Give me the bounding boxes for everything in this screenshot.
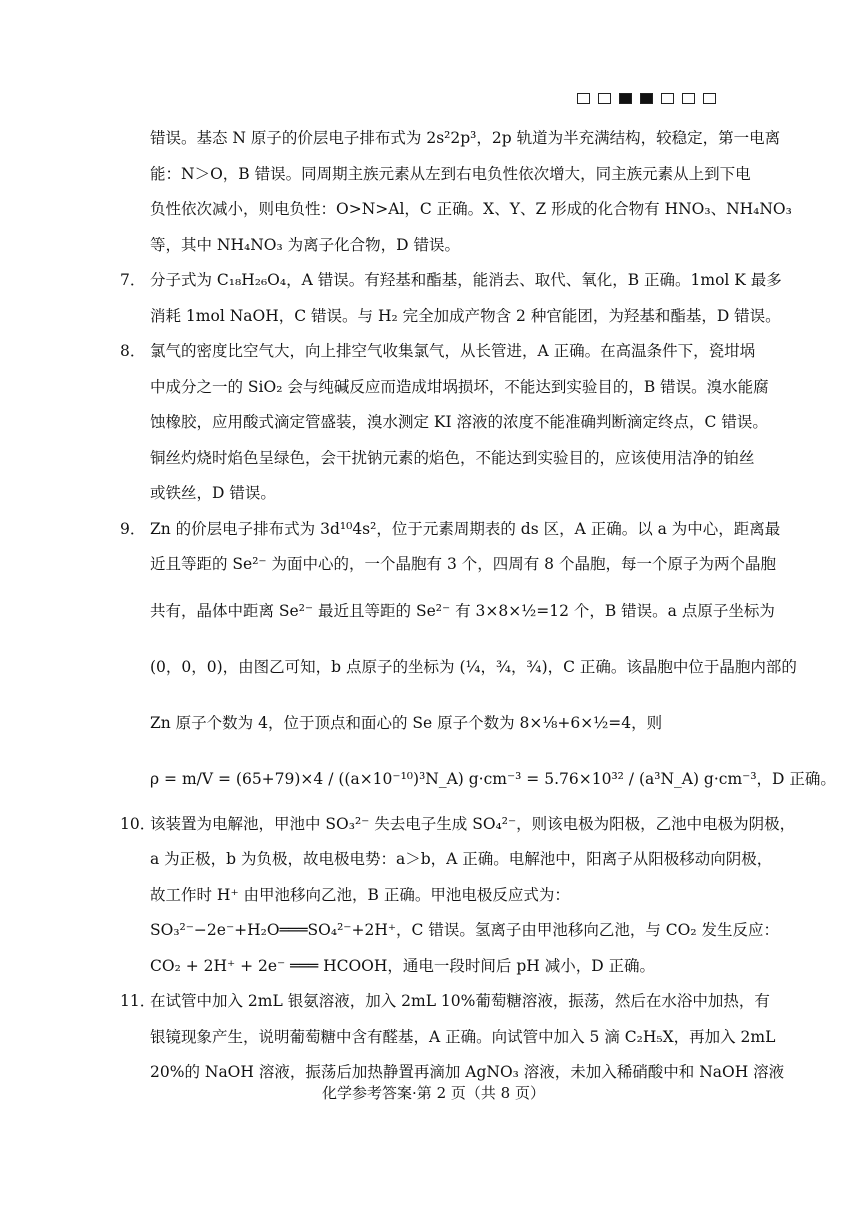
page-marker-boxes [577, 93, 716, 104]
item-number: 9． [120, 519, 146, 538]
text-line: 消耗 1mol NaOH，C 错误。与 H₂ 完全加成产物含 2 种官能团，为羟基和酯基，D 错误。 [150, 306, 781, 325]
answer-item [120, 512, 836, 807]
text-line: 氯气的密度比空气大，向上排空气收集氯气，从长管进，A 正确。在高温条件下，瓷坩埚 [150, 342, 756, 360]
item-number: 7． [120, 271, 146, 289]
text-line: 等，其中 NH₄NO₃ 为离子化合物，D 错误。 [150, 235, 460, 254]
item-number: 11． [120, 992, 156, 1010]
item-number: 10． [120, 814, 156, 833]
answer-item [120, 263, 782, 334]
text-line: 分子式为 C₁₈H₂₆O₄，A 错误。有羟基和酯基，能消去、取代、氧化，B 正确。1mol K 最多 [150, 271, 782, 289]
text-line: 20%的 NaOH 溶液，振荡后加热静置再滴加 AgNO₃ 溶液，未加入稀硝酸中和 NaOH 溶液 [150, 1063, 785, 1081]
text-line: 错误。基态 N 原子的价层电子排布式为 2s²2p³，2p 轨道为半充满结构，较稳定，第一电离 [150, 129, 781, 147]
answer-item [120, 334, 769, 512]
text-line: 蚀橡胶，应用酸式滴定管盛装，溴水测定 KI 溶液的浓度不能准确判断滴定终点，C 错误。 [150, 413, 768, 431]
text-line: 银镜现象产生，说明葡萄糖中含有醛基，A 正确。向试管中加入 5 滴 C₂H₅X，再加入 2mL [150, 1027, 776, 1046]
page-marker-box [577, 93, 590, 104]
text-line: 该装置为电解池，甲池中 SO₃²⁻ 失去电子生成 SO₄²⁻，则该电极为阳极，乙池中电极为阴极， [150, 814, 796, 833]
page-marker-box [703, 93, 716, 104]
text-line: a 为正极，b 为负极，故电极电势：a＞b，A 正确。电解池中，阳离子从阳极移动向阴极， [150, 850, 773, 868]
text-line: ρ = m/V = (65+79)×4 / ((a×10⁻¹⁰)³N_A) g·cm⁻³ = 5.76×10³² / (a³N_A) g·cm⁻³，D 正确。 [150, 769, 836, 788]
text-line: 负性依次减小，则电负性：O>N>Al，C 正确。X、Y、Z 形成的化合物有 HNO₃、NH₄NO₃ [150, 200, 792, 218]
continued-answer [120, 121, 792, 263]
page-marker-box [619, 93, 632, 104]
page-marker-box [640, 93, 653, 104]
text-line: 共有，晶体中距离 Se²⁻ 最近且等距的 Se²⁻ 有 3×8×½=12 个，B 错误。a 点原子坐标为 [150, 601, 775, 620]
text-line: 中成分之一的 SiO₂ 会与纯碱反应而造成坩埚损坏，不能达到实验目的，B 错误。溴水能腐 [150, 377, 769, 396]
text-line: Zn 原子个数为 4，位于顶点和面心的 Se 原子个数为 8×⅛+6×½=4，则 [150, 713, 663, 732]
text-line: Zn 的价层电子排布式为 3d¹⁰4s²，位于元素周期表的 ds 区，A 正确。以 a 为中心，距离最 [150, 519, 781, 538]
page-marker-box [682, 93, 695, 104]
text-line: 或铁丝，D 错误。 [150, 484, 276, 502]
text-line: SO₃²⁻−2e⁻+H₂O═══SO₄²⁻+2H⁺，C 错误。氢离子由甲池移向乙池，与 CO₂ 发生反应： [150, 921, 779, 939]
text-line: 铜丝灼烧时焰色呈绿色，会干扰钠元素的焰色，不能达到实验目的，应该使用洁净的铂丝 [150, 448, 755, 467]
page-marker-box [661, 93, 674, 104]
page-marker-box [598, 93, 611, 104]
text-line: CO₂ + 2H⁺ + 2e⁻ ═══ HCOOH，通电一段时间后 pH 减小，D 正确。 [150, 956, 656, 975]
answer-item [120, 984, 785, 1091]
text-line: (0，0，0)，由图乙可知，b 点原子的坐标为 (¼，¾，¾)，C 正确。该晶胞中位于晶胞内部的 [150, 657, 797, 676]
item-number: 8． [120, 342, 146, 360]
text-line: 近且等距的 Se²⁻ 为面中心的，一个晶胞有 3 个，四周有 8 个晶胞，每一个原子为两个晶胞 [150, 555, 776, 573]
text-line: 能：N＞O，B 错误。同周期主族元素从左到右电负性依次增大，同主族元素从上到下电 [150, 164, 751, 183]
answer-content [120, 121, 836, 1091]
text-line: 在试管中加入 2mL 银氨溶液，加入 2mL 10%葡萄糖溶液，振荡，然后在水浴中加热，有 [150, 992, 770, 1010]
text-line: 故工作时 H⁺ 由甲池移向乙池，B 正确。甲池电极反应式为： [150, 885, 570, 904]
answer-item [120, 807, 796, 985]
page-footer: 化学参考答案·第 2 页（共 8 页） [322, 1084, 545, 1102]
